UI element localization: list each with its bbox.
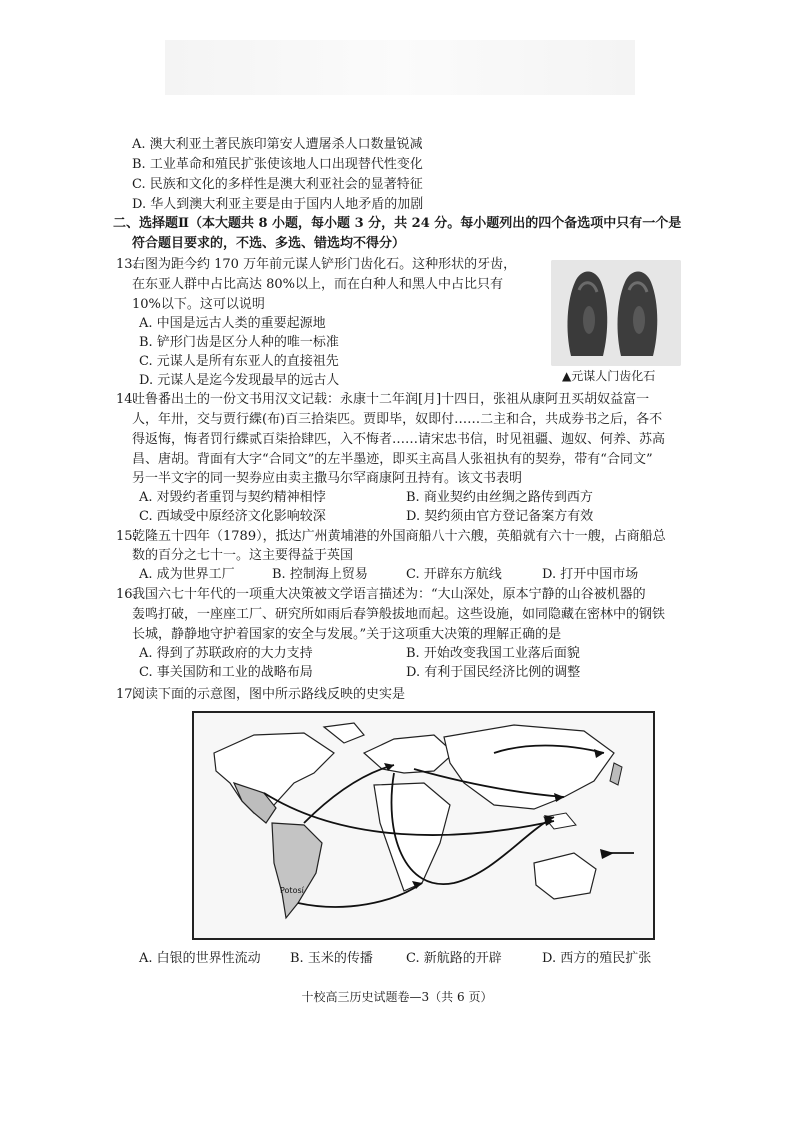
q16-stem-line3: 长城，静静地守护着国家的安全与发展。”关于这项重大决策的理解正确的是: [132, 627, 562, 642]
q14-stem-line4: 昌、唐胡。背面有大字“合同文”的左半墨迹，即买主高昌人张祖执有的契券，带有“合同文”: [132, 452, 653, 467]
section-heading: 二、选择题Ⅱ（本大题共 8 小题，每小题 3 分，共 24 分。每小题列出的四个备选项中只有一个是: [113, 216, 682, 231]
q14-number: 14.: [116, 392, 137, 407]
q13-option-d: D. 元谋人是迄今发现最早的远古人: [139, 373, 340, 388]
q13-number: 13.: [116, 257, 137, 272]
world-silver-route-map: [192, 711, 655, 940]
q16-option-d: D. 有利于国民经济比例的调整: [406, 665, 581, 680]
q17-stem: 阅读下面的示意图，图中所示路线反映的史实是: [132, 687, 406, 702]
q16-option-c: C. 事关国防和工业的战略布局: [139, 665, 313, 680]
q15-option-a: A. 成为世界工厂: [139, 567, 235, 582]
q16-number: 16.: [116, 587, 137, 602]
q14-option-c: C. 西域受中原经济文化影响较深: [139, 509, 326, 524]
q17-option-d: D. 西方的殖民扩张: [542, 951, 652, 966]
q16-stem-line2: 轰鸣打破，一座座工厂、研究所如雨后春笋般拔地而起。这些设施，如同隐藏在密林中的钢铁: [132, 607, 666, 622]
q13-stem-line2: 在东亚人群中占比高达 80%以上，而在白种人和黑人中占比只有: [132, 277, 504, 292]
q13-option-a: A. 中国是远古人类的重要起源地: [139, 316, 326, 331]
prev-option-a: A. 澳大利亚土著民族印第安人遭屠杀人口数量锐减: [132, 137, 423, 152]
tooth-fossil-photo: [551, 260, 681, 366]
q15-stem-line1: 乾隆五十四年（1789），抵达广州黄埔港的外国商船八十六艘，英船就有六十一艘，占商船总: [132, 529, 666, 544]
q15-option-d: D. 打开中国市场: [542, 567, 639, 582]
q13-option-b: B. 铲形门齿是区分人种的唯一标准: [139, 335, 339, 350]
q13-stem-line1: 右图为距今约 170 万年前元谋人铲形门齿化石。这种形状的牙齿，: [132, 257, 517, 272]
q17-option-c: C. 新航路的开辟: [406, 951, 502, 966]
q15-option-b: B. 控制海上贸易: [272, 567, 368, 582]
q16-option-a: A. 得到了苏联政府的大力支持: [139, 646, 313, 661]
q15-stem-line2: 数的百分之七十一。这主要得益于英国: [132, 548, 354, 563]
q17-option-a: A. 白银的世界性流动: [139, 951, 261, 966]
prev-option-d: D. 华人到澳大利亚主要是由于国内人地矛盾的加剧: [132, 197, 424, 212]
page-footer: 十校高三历史试题卷—3（共 6 页）: [301, 990, 493, 1004]
q14-stem-line2: 人，年卅，交与贾行緤(布)百三拾柒匹。贾即毕，奴即付……二主和合，共成券书之后，各不: [132, 412, 663, 427]
potosi-label: Potosí: [280, 886, 304, 895]
q14-option-d: D. 契约须由官方登记备案方有效: [406, 509, 594, 524]
q14-stem-line1: 吐鲁番出土的一份文书用汉文记载：永康十二年润[月]十四日，张祖从康阿丑买胡奴益富一: [132, 392, 650, 407]
q13-option-c: C. 元谋人是所有东亚人的直接祖先: [139, 354, 339, 369]
q14-stem-line5: 另一半文字的同一契券应由卖主撒马尔罕商康阿丑持有。该文书表明: [132, 471, 523, 486]
q13-stem-line3: 10%以下。这可以说明: [132, 297, 265, 312]
q15-number: 15.: [116, 529, 137, 544]
q15-option-c: C. 开辟东方航线: [406, 567, 502, 582]
q14-option-a: A. 对毁约者重罚与契约精神相悖: [139, 490, 326, 505]
prev-option-b: B. 工业革命和殖民扩张使该地人口出现替代性变化: [132, 157, 423, 172]
q17-option-b: B. 玉米的传播: [290, 951, 373, 966]
tooth-caption: ▲元谋人门齿化石: [562, 369, 656, 383]
q17-number: 17.: [116, 687, 137, 702]
q16-stem-line1: 我国六七十年代的一项重大决策被文学语言描述为：“大山深处，原本宁静的山谷被机器的: [132, 587, 646, 602]
q14-option-b: B. 商业契约由丝绸之路传到西方: [406, 490, 593, 505]
section-subheading: 符合题目要求的，不选、多选、错选均不得分）: [132, 236, 406, 251]
q14-stem-line3: 得返悔，悔者罚行緤贰百柒拾肆匹，入不悔者……请宋忠书信，时见祖疆、迦奴、何养、苏高: [132, 432, 666, 447]
q16-option-b: B. 开始改变我国工业落后面貌: [406, 646, 580, 661]
prev-option-c: C. 民族和文化的多样性是澳大利亚社会的显著特征: [132, 177, 423, 192]
header-smudge: [165, 40, 635, 95]
